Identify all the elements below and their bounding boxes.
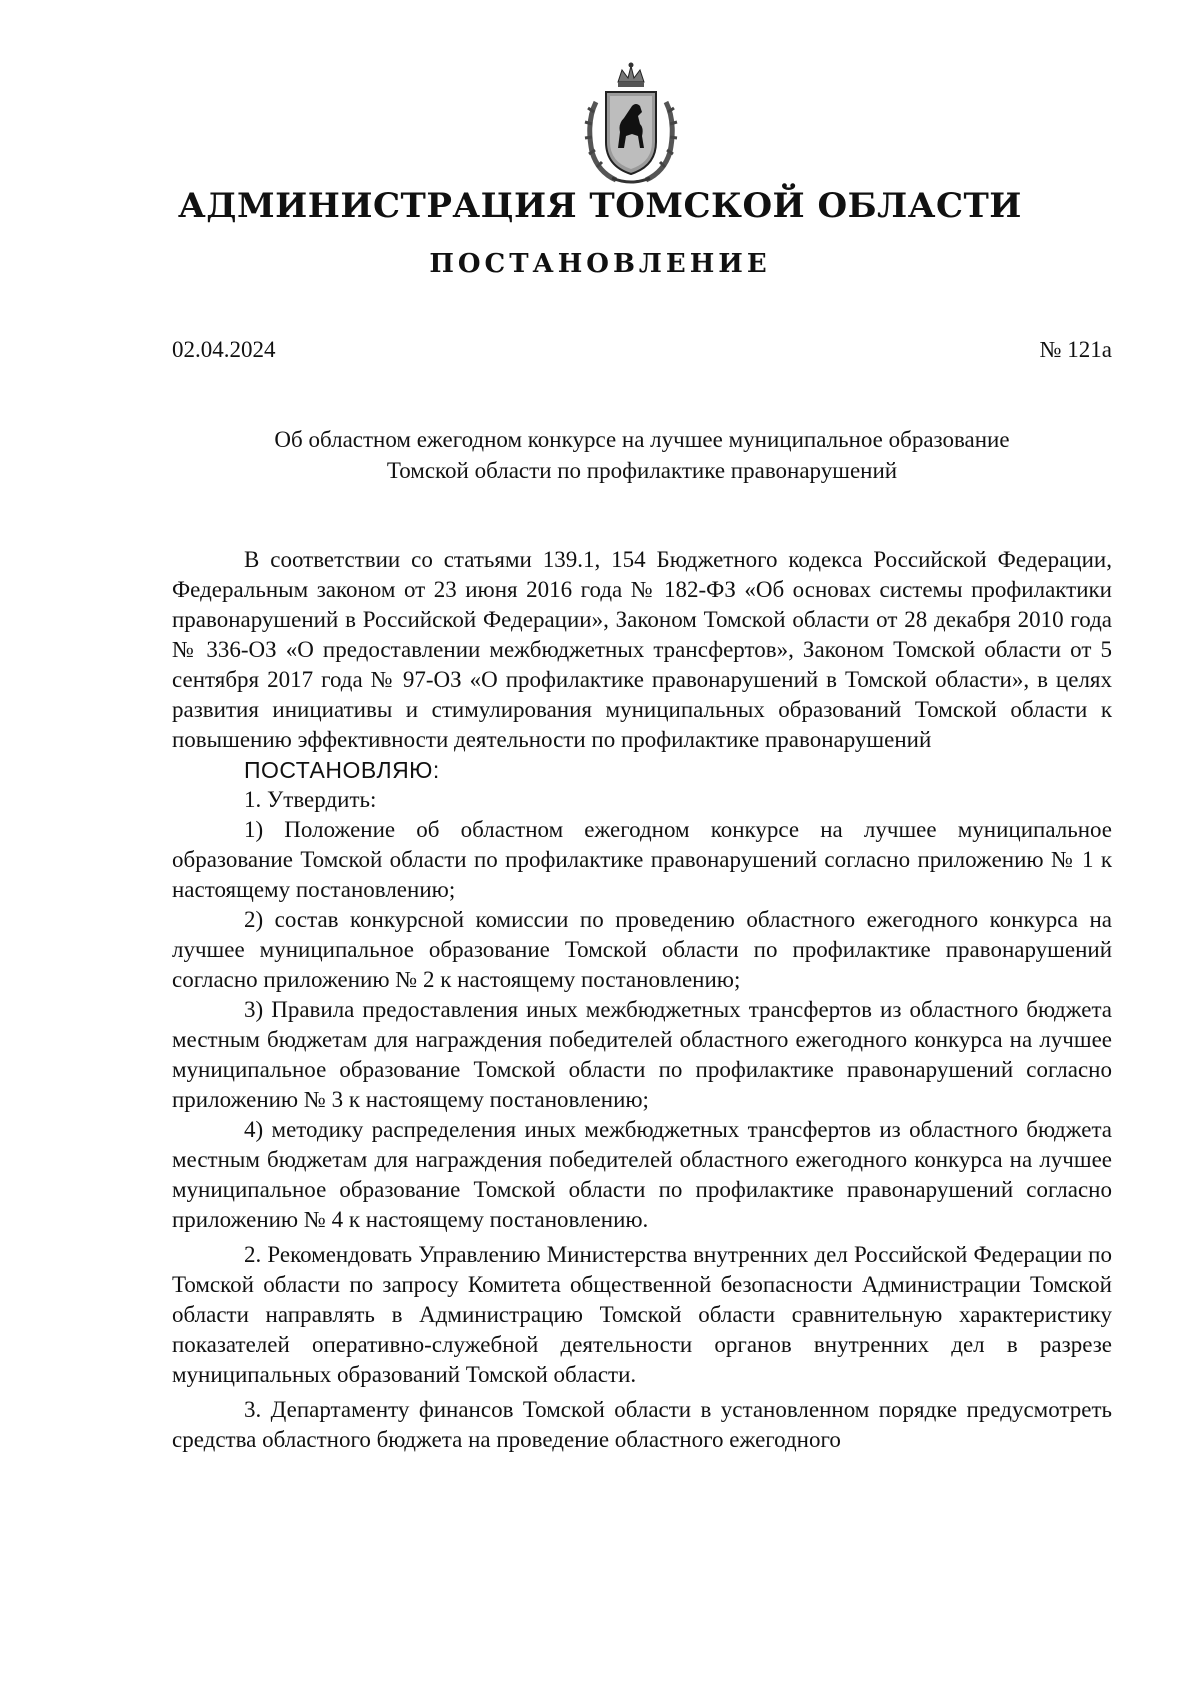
document-type: ПОСТАНОВЛЕНИЕ: [429, 249, 771, 279]
coat-of-arms-icon: [582, 62, 680, 186]
list-item: 2) состав конкурсной комиссии по проведению областного ежегодного конкурса на лучшее муниципальное образование Томской области по профилактике правонарушений согласно приложению № 2 к настоящему постановлению;: [172, 907, 1112, 992]
preamble-paragraph: В соответствии со статьями 139.1, 154 Бюджетного кодекса Российской Федерации, Федеральным законом от 23 июня 2016 года № 182-ФЗ «Об основах системы профилактики правонарушений в Российской Федерации», Законом Томской области от 28 декабря 2010 года № 336-ОЗ «О предоставлении межбюджетных трансфертов», Законом Томской области от 5 сентября 2017 года № 97-ОЗ «О профилактике правонарушений в Томской области», в целях развития инициативы и стимулирования муниципальных образований Томской области к повышению эффективности деятельности по профилактике правонарушений: [172, 547, 1112, 752]
organization-title: АДМИНИСТРАЦИЯ ТОМСКОЙ ОБЛАСТИ: [178, 186, 1022, 226]
list-item: 1. Утвердить:: [244, 787, 377, 812]
list-item: 4) методику распределения иных межбюджетных трансфертов из областного бюджета местным бюджетам для награждения победителей областного ежегодного конкурса на лучшее муниципальное образование Томской области по профилактике правонарушений согласно приложению № 4 к настоящему постановлению.: [172, 1117, 1112, 1232]
document-number: № 121а: [1039, 337, 1112, 362]
list-item: 3. Департаменту финансов Томской области в установленном порядке предусмотреть средства областного бюджета на проведение областного ежегодного: [172, 1397, 1112, 1452]
document-subject: [172, 424, 1112, 486]
decree-word: ПОСТАНОВЛЯЮ:: [244, 757, 440, 783]
document-date: 02.04.2024: [172, 337, 276, 362]
list-item: 2. Рекомендовать Управлению Министерства внутренних дел Российской Федерации по Томской области по запросу Комитета общественной безопасности Администрации Томской области направлять в Администрацию Томской области сравнительную характеристику показателей оперативно-служебной деятельности органов внутренних дел в разрезе муниципальных образований Томской области.: [172, 1242, 1112, 1387]
list-item: 1) Положение об областном ежегодном конкурсе на лучшее муниципальное образование Томской области по профилактике правонарушений согласно приложению № 1 к настоящему постановлению;: [172, 817, 1112, 902]
list-item: 3) Правила предоставления иных межбюджетных трансфертов из областного бюджета местным бюджетам для награждения победителей областного ежегодного конкурса на лучшее муниципальное образование Томской области по профилактике правонарушений согласно приложению № 3 к настоящему постановлению;: [172, 997, 1112, 1112]
document-body: [172, 545, 1112, 1455]
subject-line: Об областном ежегодном конкурсе на лучшее муниципальное образование: [274, 427, 1010, 452]
subject-line: Томской области по профилактике правонарушений: [386, 458, 898, 483]
